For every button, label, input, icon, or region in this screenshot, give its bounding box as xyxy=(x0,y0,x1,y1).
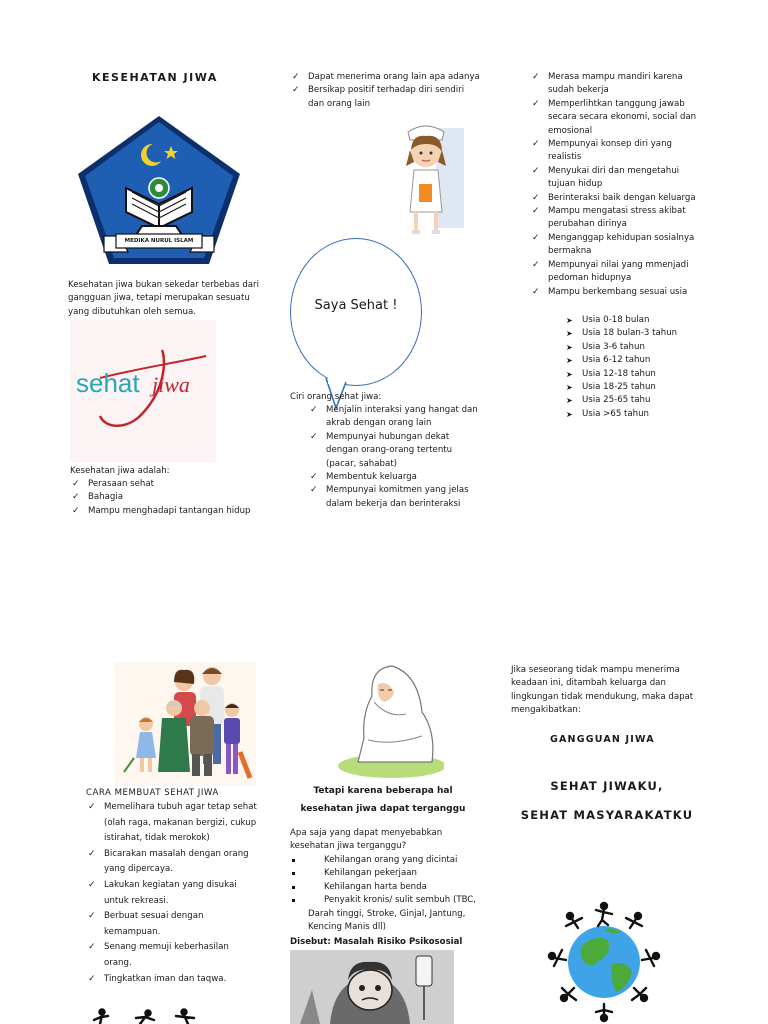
list-item: ✓ Mampu menghadapi tantangan hidup xyxy=(70,505,270,518)
list-item: ➤ Usia 18-25 tahun xyxy=(566,381,706,394)
gangguan-jiwa-label: GANGGUAN JIWA xyxy=(550,734,655,745)
age-list xyxy=(566,314,706,421)
list-item: ✓ Bersikap positif terhadap diri sendiri dan orang lain xyxy=(290,84,482,111)
running-figures-illustration xyxy=(90,1008,210,1024)
slogan-line-2: SEHAT MASYARAKATKU xyxy=(520,808,694,822)
definition-heading: Kesehatan jiwa adalah: xyxy=(70,466,170,476)
list-item: ✓ Tingkatkan iman dan taqwa. xyxy=(86,972,258,988)
list-item: ✓ Memelihara tubuh agar tetap sehat (olah raga, makanan bergizi, cukup istirahat, tidak merokok) xyxy=(86,800,258,847)
page-title: KESEHATAN JIWA xyxy=(92,71,218,84)
traits-list-top xyxy=(290,71,482,111)
list-item: ➤ Usia 25-65 tahu xyxy=(566,394,706,407)
question-text: Apa saja yang dapat menyebabkan kesehatan jiwa terganggu? xyxy=(290,828,443,852)
list-item: ➤ Usia 18 bulan-3 tahun xyxy=(566,327,706,340)
list-item: ✓ Mampu mengatasi stress akibat perubahan dirinya xyxy=(530,205,702,232)
intro-text: Kesehatan jiwa bukan sekedar terbebas dari gangguan jiwa, tetapi merupakan sesuatu yang dibutuhkan oleh semua. xyxy=(68,280,259,317)
consequence-text: Jika seseorang tidak mampu menerima keadaan ini, ditambah keluarga dan lingkungan tidak mendukung, maka dapat mengakibatkan: xyxy=(511,665,694,716)
list-item: ✓ Bahagia xyxy=(70,491,270,504)
definition-list xyxy=(70,478,270,518)
logo-ribbon-text: MEDIKA NURUL ISLAM xyxy=(124,238,194,244)
list-item: Kehilangan harta benda xyxy=(290,881,482,894)
list-item: ➤ Usia 12-18 tahun xyxy=(566,368,706,381)
risk-footer: Disebut: Masalah Risiko Psikososial xyxy=(290,937,463,947)
slogan-line-1: SEHAT JIWAKU, xyxy=(550,779,664,793)
ciri-heading-text: Ciri orang sehat jiwa: xyxy=(290,392,382,402)
list-item: ➤ Usia 3-6 tahun xyxy=(566,341,706,354)
disturbance-heading: Tetapi karena beberapa hal kesehatan jiwa dapat terganggu xyxy=(300,786,466,814)
family-illustration xyxy=(114,662,256,786)
list-item: ✓ Mampu berkembang sesuai usia xyxy=(530,286,702,299)
list-item: ➤ Usia 0-18 bulan xyxy=(566,314,706,327)
list-item: ✓ Perasaan sehat xyxy=(70,478,270,491)
list-item: Kehilangan pekerjaan xyxy=(290,867,482,880)
list-item: ✓ Menyukai diri dan mengetahui tujuan hidup xyxy=(530,165,702,192)
list-item: ✓ Memperlihtkan tanggung jawab secara secara ekonomi, social dan emosional xyxy=(530,98,702,138)
traits-list-right xyxy=(530,71,702,299)
list-item: ✓ Menganggap kehidupan sosialnya bermakna xyxy=(530,232,702,259)
list-item: ✓ Mempunyai nilai yang mmenjadi pedoman hidupnya xyxy=(530,259,702,286)
list-item: Kehilangan orang yang dicintai xyxy=(290,854,482,867)
jiwa-word: jiwa xyxy=(152,372,190,397)
cara-heading: CARA MEMBUAT SEHAT JIWA xyxy=(86,788,219,798)
list-item: ✓ Berinteraksi baik dengan keluarga xyxy=(530,192,702,205)
globe-people-illustration xyxy=(542,900,666,1024)
list-item: ✓ Merasa mampu mandiri karena sudah bekerja xyxy=(530,71,702,98)
sehat-jiwa-logo xyxy=(70,320,216,462)
list-item: ✓ Membentuk keluarga xyxy=(308,471,478,484)
speech-bubble-text: Saya Sehat ! xyxy=(314,298,398,313)
list-item: ✓ Lakukan kegiatan yang disukai untuk rekreasi. xyxy=(86,878,258,909)
list-item: Penyakit kronis/ sulit sembuh (TBC, Darah tinggi, Stroke, Ginjal, Jantung, Kencing Manis dll) xyxy=(290,894,482,934)
list-item: ✓ Berbuat sesuai dengan kemampuan. xyxy=(86,909,258,940)
cara-list xyxy=(86,800,258,987)
list-item: ✓ Dapat menerima orang lain apa adanya xyxy=(290,71,482,84)
sehat-word: sehat xyxy=(76,368,140,398)
praying-woman-illustration xyxy=(332,662,444,780)
ciri-list xyxy=(308,404,478,511)
list-item: ✓ Senang memuji keberhasilan orang. xyxy=(86,940,258,971)
school-logo xyxy=(70,108,248,268)
list-item: ✓ Mempunyai hubungan dekat dengan orang-orang tertentu (pacar, sahabat) xyxy=(308,431,478,471)
list-item: ✓ Mempunyai komitmen yang jelas dalam bekerja dan berinteraksi xyxy=(308,484,478,511)
list-item: ➤ Usia >65 tahun xyxy=(566,408,706,421)
list-item: ✓ Mempunyai konsep diri yang realistis xyxy=(530,138,702,165)
causes-list xyxy=(290,854,482,934)
nurse-illustration xyxy=(386,118,466,240)
list-item: ➤ Usia 6-12 tahun xyxy=(566,354,706,367)
list-item: ✓ Bicarakan masalah dengan orang yang dipercaya. xyxy=(86,847,258,878)
list-item: ✓ Menjalin interaksi yang hangat dan akrab dengan orang lain xyxy=(308,404,478,431)
stressed-person-illustration xyxy=(290,950,454,1024)
ciri-heading xyxy=(290,391,381,404)
